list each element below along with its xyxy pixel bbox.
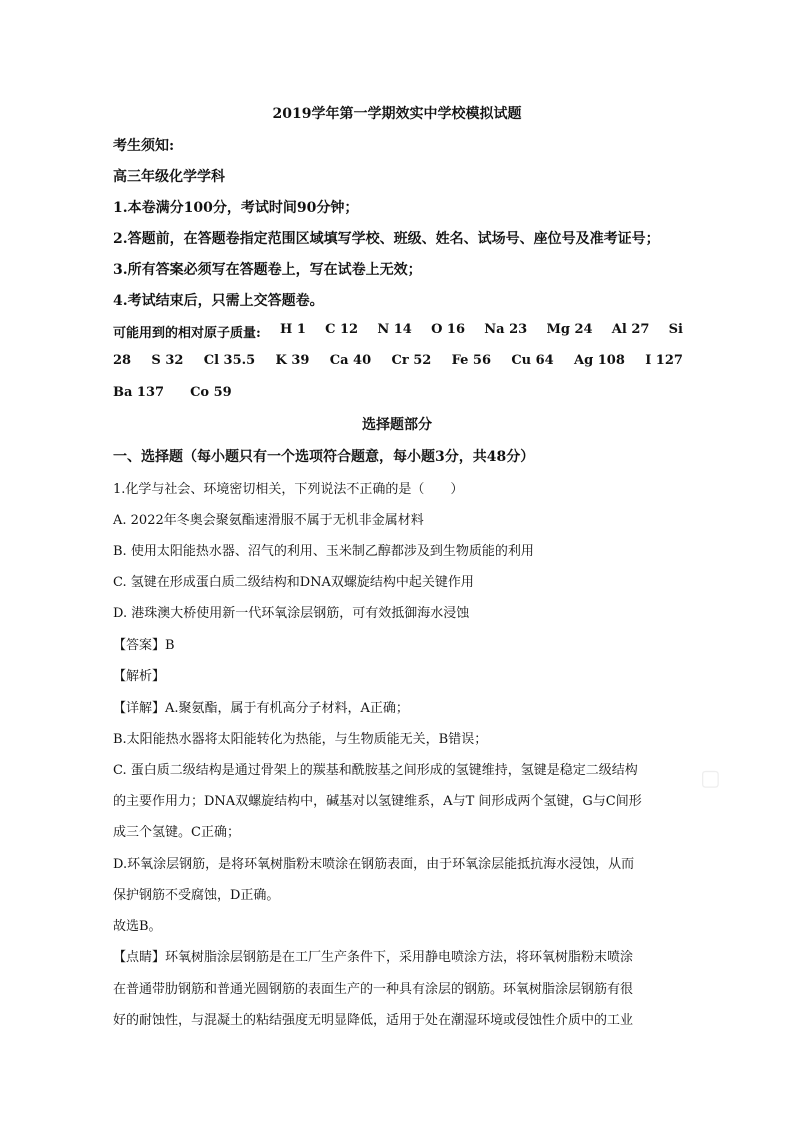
notice-item: 3.所有答案必须写在答题卷上，写在试卷上无效； <box>113 262 422 278</box>
atomic-mass-entry: C 12 <box>325 322 359 337</box>
atomic-mass-entry: I 127 <box>645 353 683 368</box>
analysis-line: 保护钢筋不受腐蚀，D正确。 <box>113 888 280 903</box>
tip-line: 在普通带肋钢筋和普通光圆钢筋的表面生产的一种具有涂层的钢筋。环氧树脂涂层钢筋有很 <box>113 982 634 997</box>
atomic-mass-entry: S 32 <box>151 353 184 368</box>
analysis-heading: 【解析】 <box>113 669 166 684</box>
atomic-mass-entry: Ag 108 <box>574 353 625 368</box>
notice-item: 2.答题前，在答题卷指定范围区域填写学校、班级、姓名、试场号、座位号及准考证号； <box>113 231 660 247</box>
atomic-mass-row <box>113 322 683 341</box>
atomic-mass-label: 可能用到的相对原子质量: <box>113 326 261 341</box>
atomic-mass-entry: Cr 52 <box>391 353 432 368</box>
option-b: B. 使用太阳能热水器、沼气的利用、玉米制乙醇都涉及到生物质能的利用 <box>113 544 534 559</box>
answer-line: 【答案】B <box>113 638 175 653</box>
option-a: A. 2022年冬奥会聚氨酯速滑服不属于无机非金属材料 <box>113 513 424 528</box>
analysis-line: 成三个氢键。C正确； <box>113 825 240 840</box>
analysis-line: D.环氧涂层钢筋，是将环氧树脂粉末喷涂在钢筋表面，由于环氧涂层能抵抗海水浸蚀，从而 <box>113 857 635 872</box>
option-c: C. 氢键在形成蛋白质二级结构和DNA双螺旋结构中起关键作用 <box>113 575 474 590</box>
notice-item: 1.本卷满分100分，考试时间90分钟； <box>113 200 359 216</box>
atomic-mass-entry: Co 59 <box>190 385 232 400</box>
page-title: 2019学年第一学期效实中学校模拟试题 <box>272 106 522 122</box>
atomic-mass-entry: Mg 24 <box>546 322 593 337</box>
option-d: D. 港珠澳大桥使用新一代环氧涂层钢筋，可有效抵御海水浸蚀 <box>113 606 470 621</box>
section-title: 选择题部分 <box>362 417 432 433</box>
atomic-mass-entry: Na 23 <box>484 322 528 337</box>
atomic-mass-entry: Ca 40 <box>329 353 372 368</box>
atomic-mass-entry: Fe 56 <box>451 353 491 368</box>
analysis-line: B.太阳能热水器将太阳能转化为热能，与生物质能无关，B错误； <box>113 732 488 747</box>
subject-line: 高三年级化学学科 <box>113 169 225 185</box>
atomic-mass-entry: Ba 137 <box>113 385 165 400</box>
tip-line: 【点睛】环氧树脂涂层钢筋是在工厂生产条件下，采用静电喷涂方法，将环氧树脂粉末喷涂 <box>113 950 634 965</box>
analysis-line: 的主要作用力；DNA双螺旋结构中，碱基对以氢键维系，A与T 间形成两个氢键，G与C间形 <box>113 794 642 809</box>
atomic-mass-entry: 28 <box>113 353 132 368</box>
notice-item: 4.考试结束后，只需上交答题卷。 <box>113 293 324 309</box>
atomic-mass-entry: Si <box>668 322 683 337</box>
atomic-mass-entry: Cl 35.5 <box>203 353 256 368</box>
part-heading: 一、选择题（每小题只有一个选项符合题意，每小题3分，共48分） <box>113 449 535 465</box>
notice-heading: 考生须知: <box>113 138 175 154</box>
analysis-line: C. 蛋白质二级结构是通过骨架上的羰基和酰胺基之间形成的氢键维持，氢键是稳定二级结构 <box>113 763 638 778</box>
atomic-mass-entry: O 16 <box>431 322 466 337</box>
watermark-mark: ▢ <box>700 766 721 791</box>
analysis-line: 故选B。 <box>113 919 162 934</box>
analysis-line: 【详解】A.聚氨酯，属于有机高分子材料，A正确； <box>113 701 409 716</box>
question-stem: 1.化学与社会、环境密切相关，下列说法不正确的是（ ） <box>113 482 464 497</box>
atomic-mass-entry: Al 27 <box>611 322 650 337</box>
tip-line: 好的耐蚀性，与混凝土的粘结强度无明显降低，适用于处在潮湿环境或侵蚀性介质中的工业 <box>113 1013 634 1028</box>
atomic-mass-row <box>113 385 232 400</box>
atomic-mass-entry: H 1 <box>280 322 306 337</box>
atomic-mass-entry: Cu 64 <box>511 353 554 368</box>
atomic-mass-entry: N 14 <box>377 322 412 337</box>
atomic-mass-entry: K 39 <box>275 353 310 368</box>
atomic-mass-row <box>113 353 683 368</box>
